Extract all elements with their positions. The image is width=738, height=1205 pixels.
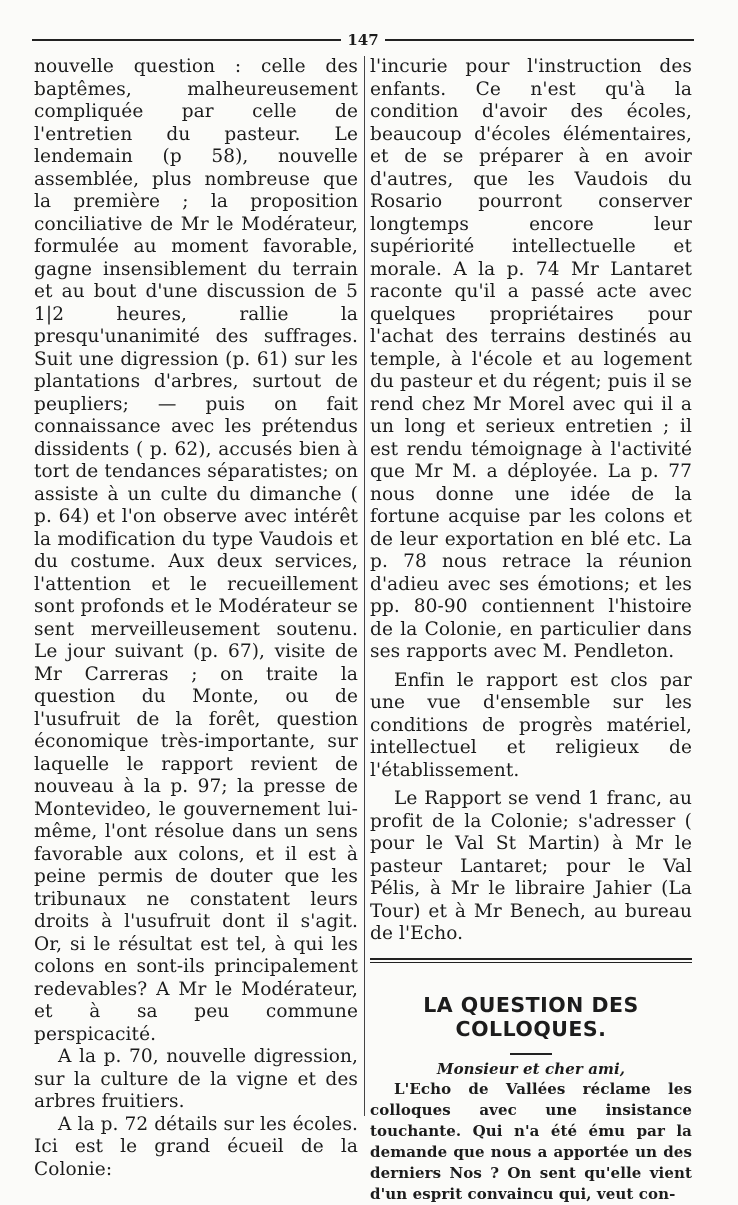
page-number: 147 [347,31,379,49]
letter-greeting: Monsieur et cher ami, [436,1059,626,1078]
left-column [34,56,358,1181]
right-column [370,56,692,1205]
column-divider [364,56,365,1116]
title-underline [510,1053,552,1055]
right-paragraph-3: Le Rapport se vend 1 franc, au profit de la Colonie; s'adresser ( pour le Val St Martin) à Mr le pasteur Lantaret; pour le Val Pélis, à Mr le libraire Jahier (La Tour) et à Mr Benech, au bureau de l'Echo. [370,788,692,944]
left-paragraph-3: A la p. 72 détails sur les écoles. Ici est le grand écueil de la Colonie: [34,1113,359,1180]
left-paragraph-1: nouvelle question : celle des baptêmes, malheureusement compliquée par celle de l'entretien du pasteur. Le lendemain (p 58), nouvelle assemblée, plus nombreuse que la première ; la proposition conciliative de Mr le Modérateur, formulée au moment favorable, gagne insensiblement du terrain et au bout d'une discussion de 5 1|2 heures, rallie la presqu'unanimité des suffrages. Suit une digression (p. 61) sur les plantations d'arbres, surtout de peupliers; — puis on fait connaissance avec les prétendus dissidents ( p. 62), accusés bien à tort de tendances séparatistes; on assiste à un culte du dimanche ( p. 64) et l'on observe avec intérêt la modification du type Vaudois et du costume. Aux deux services, l'attention et le recueillement sont profonds et le Modérateur se sent merveilleusement soutenu. Le jour suivant (p. 67), visite de Mr Carreras ; on traite la question du Monte, ou de l'usufruit de la forêt, question économique très-importante, sur laquelle le rapport revient de nouveau à la p. 97; la presse de Montevideo, le gouvernement lui-même, l'ont résolue dans un sens favorable aux colons, et il est à peine permis de douter que les tribunaux ne constatent leurs droits à l'usufruit dont il s'agit. Or, si le résultat est tel, à qui les colons en sont-ils principalement redevables? A Mr le Modérateur, et à sa peu commune perspicacité. [34,56,358,1045]
letter-paragraph: L'Echo de Vallées réclame les colloques avec une insistance touchante. Qui n'a été ému par la demande que nous a apportée un des derniers Nos ? On sent qu'elle vient d'un esprit convaincu qui, veut con- [370,1079,692,1203]
letter-body [370,1079,692,1205]
header-rule-right [385,39,694,41]
right-paragraph-2: Enfin le rapport est clos par une vue d'ensemble sur les conditions de progrès matériel, intellectuel et religieux de l'établissement. [370,669,692,781]
section-title: LA QUESTION DES COLLOQUES. [423,992,639,1041]
left-paragraph-2: A la p. 70, nouvelle digression, sur la culture de la vigne et des arbres fruitiers. [34,1046,358,1112]
right-paragraph-1: l'incurie pour l'instruction des enfants. Ce n'est qu'à la condition d'avoir des écoles, beaucoup d'écoles élémentaires, et de se préparer à en avoir d'autres, que les Vaudois du Rosario pourront conserver longtemps encore leur supériorité intellectuelle et morale. A la p. 74 Mr Lantaret raconte qu'il a passé acte avec quelques propriétaires pour l'achat des terrains destinés au temple, à l'école et au logement du pasteur et du régent; puis il se rend chez Mr Morel avec qui il a un long et serieux entretien ; il est rendu témoignage à l'activité que Mr M. a déployée. La p. 77 nous donne une idée de la fortune acquise par les colons et de leur exportation en blé etc. La p. 78 nous retrace la réunion d'adieu avec ses émotions; et les pp. 80-90 contiennent l'histoire de la Colonie, en particulier dans ses rapports avec M. Pendleton. [370,56,692,662]
page-header [32,30,694,50]
header-rule-left [32,39,341,41]
section-separator [370,958,692,963]
